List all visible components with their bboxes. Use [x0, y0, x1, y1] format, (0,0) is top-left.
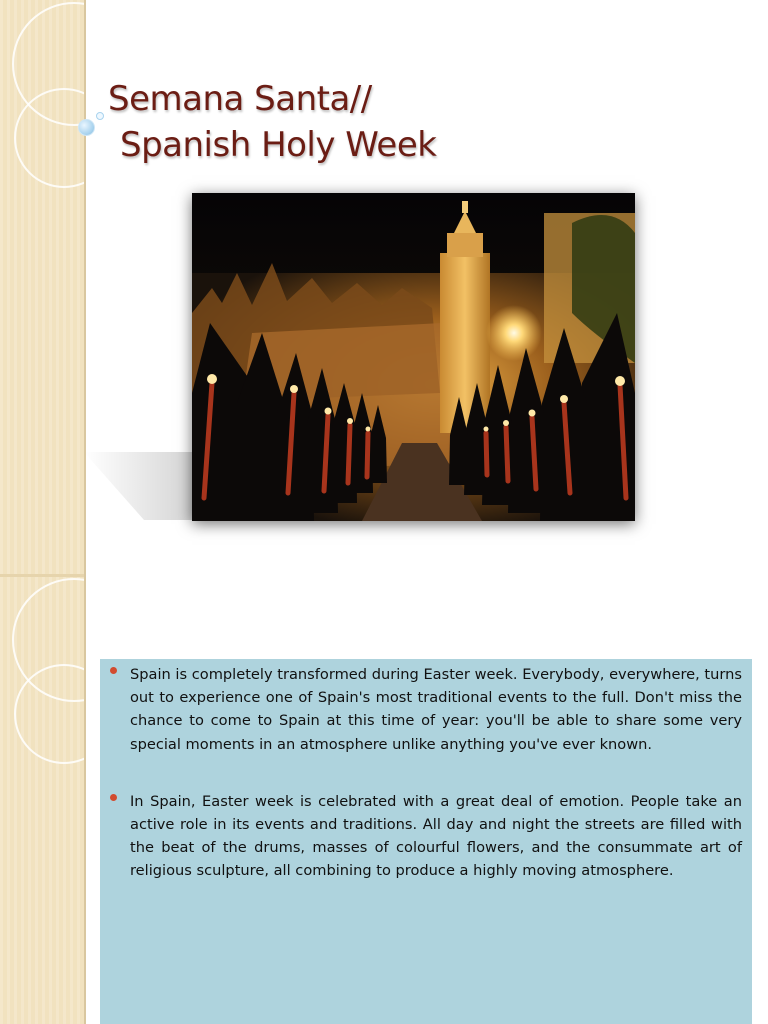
procession-photo-illustration: [192, 193, 635, 521]
title-line-2: Spanish Holy Week: [120, 125, 437, 165]
text-panel: [100, 659, 752, 1024]
bullet-text: In Spain, Easter week is celebrated with a great deal of emotion. People take an active role in its events and traditions. All day and night the streets are filled with the beat of the drums, masses of colourful flowers, and the consummate art of religious sculpture, all combining to produce a highly moving atmosphere.: [130, 792, 742, 880]
slide-title: [108, 76, 436, 168]
bullet-dot-icon: [110, 794, 117, 801]
band-divider: [0, 574, 84, 577]
decorative-ring: [14, 88, 86, 188]
decorative-dot: [78, 119, 95, 136]
title-line-1: Semana Santa//: [108, 79, 372, 119]
bullet-item: [108, 663, 742, 756]
bullet-item: [108, 790, 742, 883]
decorative-side-band: [0, 0, 86, 1024]
procession-photo: [192, 193, 635, 521]
decorative-ring: [14, 664, 86, 764]
bullet-text: Spain is completely transformed during Easter week. Everybody, everywhere, turns out to experience one of Spain's most traditional events to the full. Don't miss the chance to come to Spain at this time of year: you'll be able to share some very special moments in an atmosphere unlike anything you've ever known.: [130, 666, 742, 753]
decorative-dot-small: [96, 112, 104, 120]
bullet-dot-icon: [110, 667, 117, 674]
